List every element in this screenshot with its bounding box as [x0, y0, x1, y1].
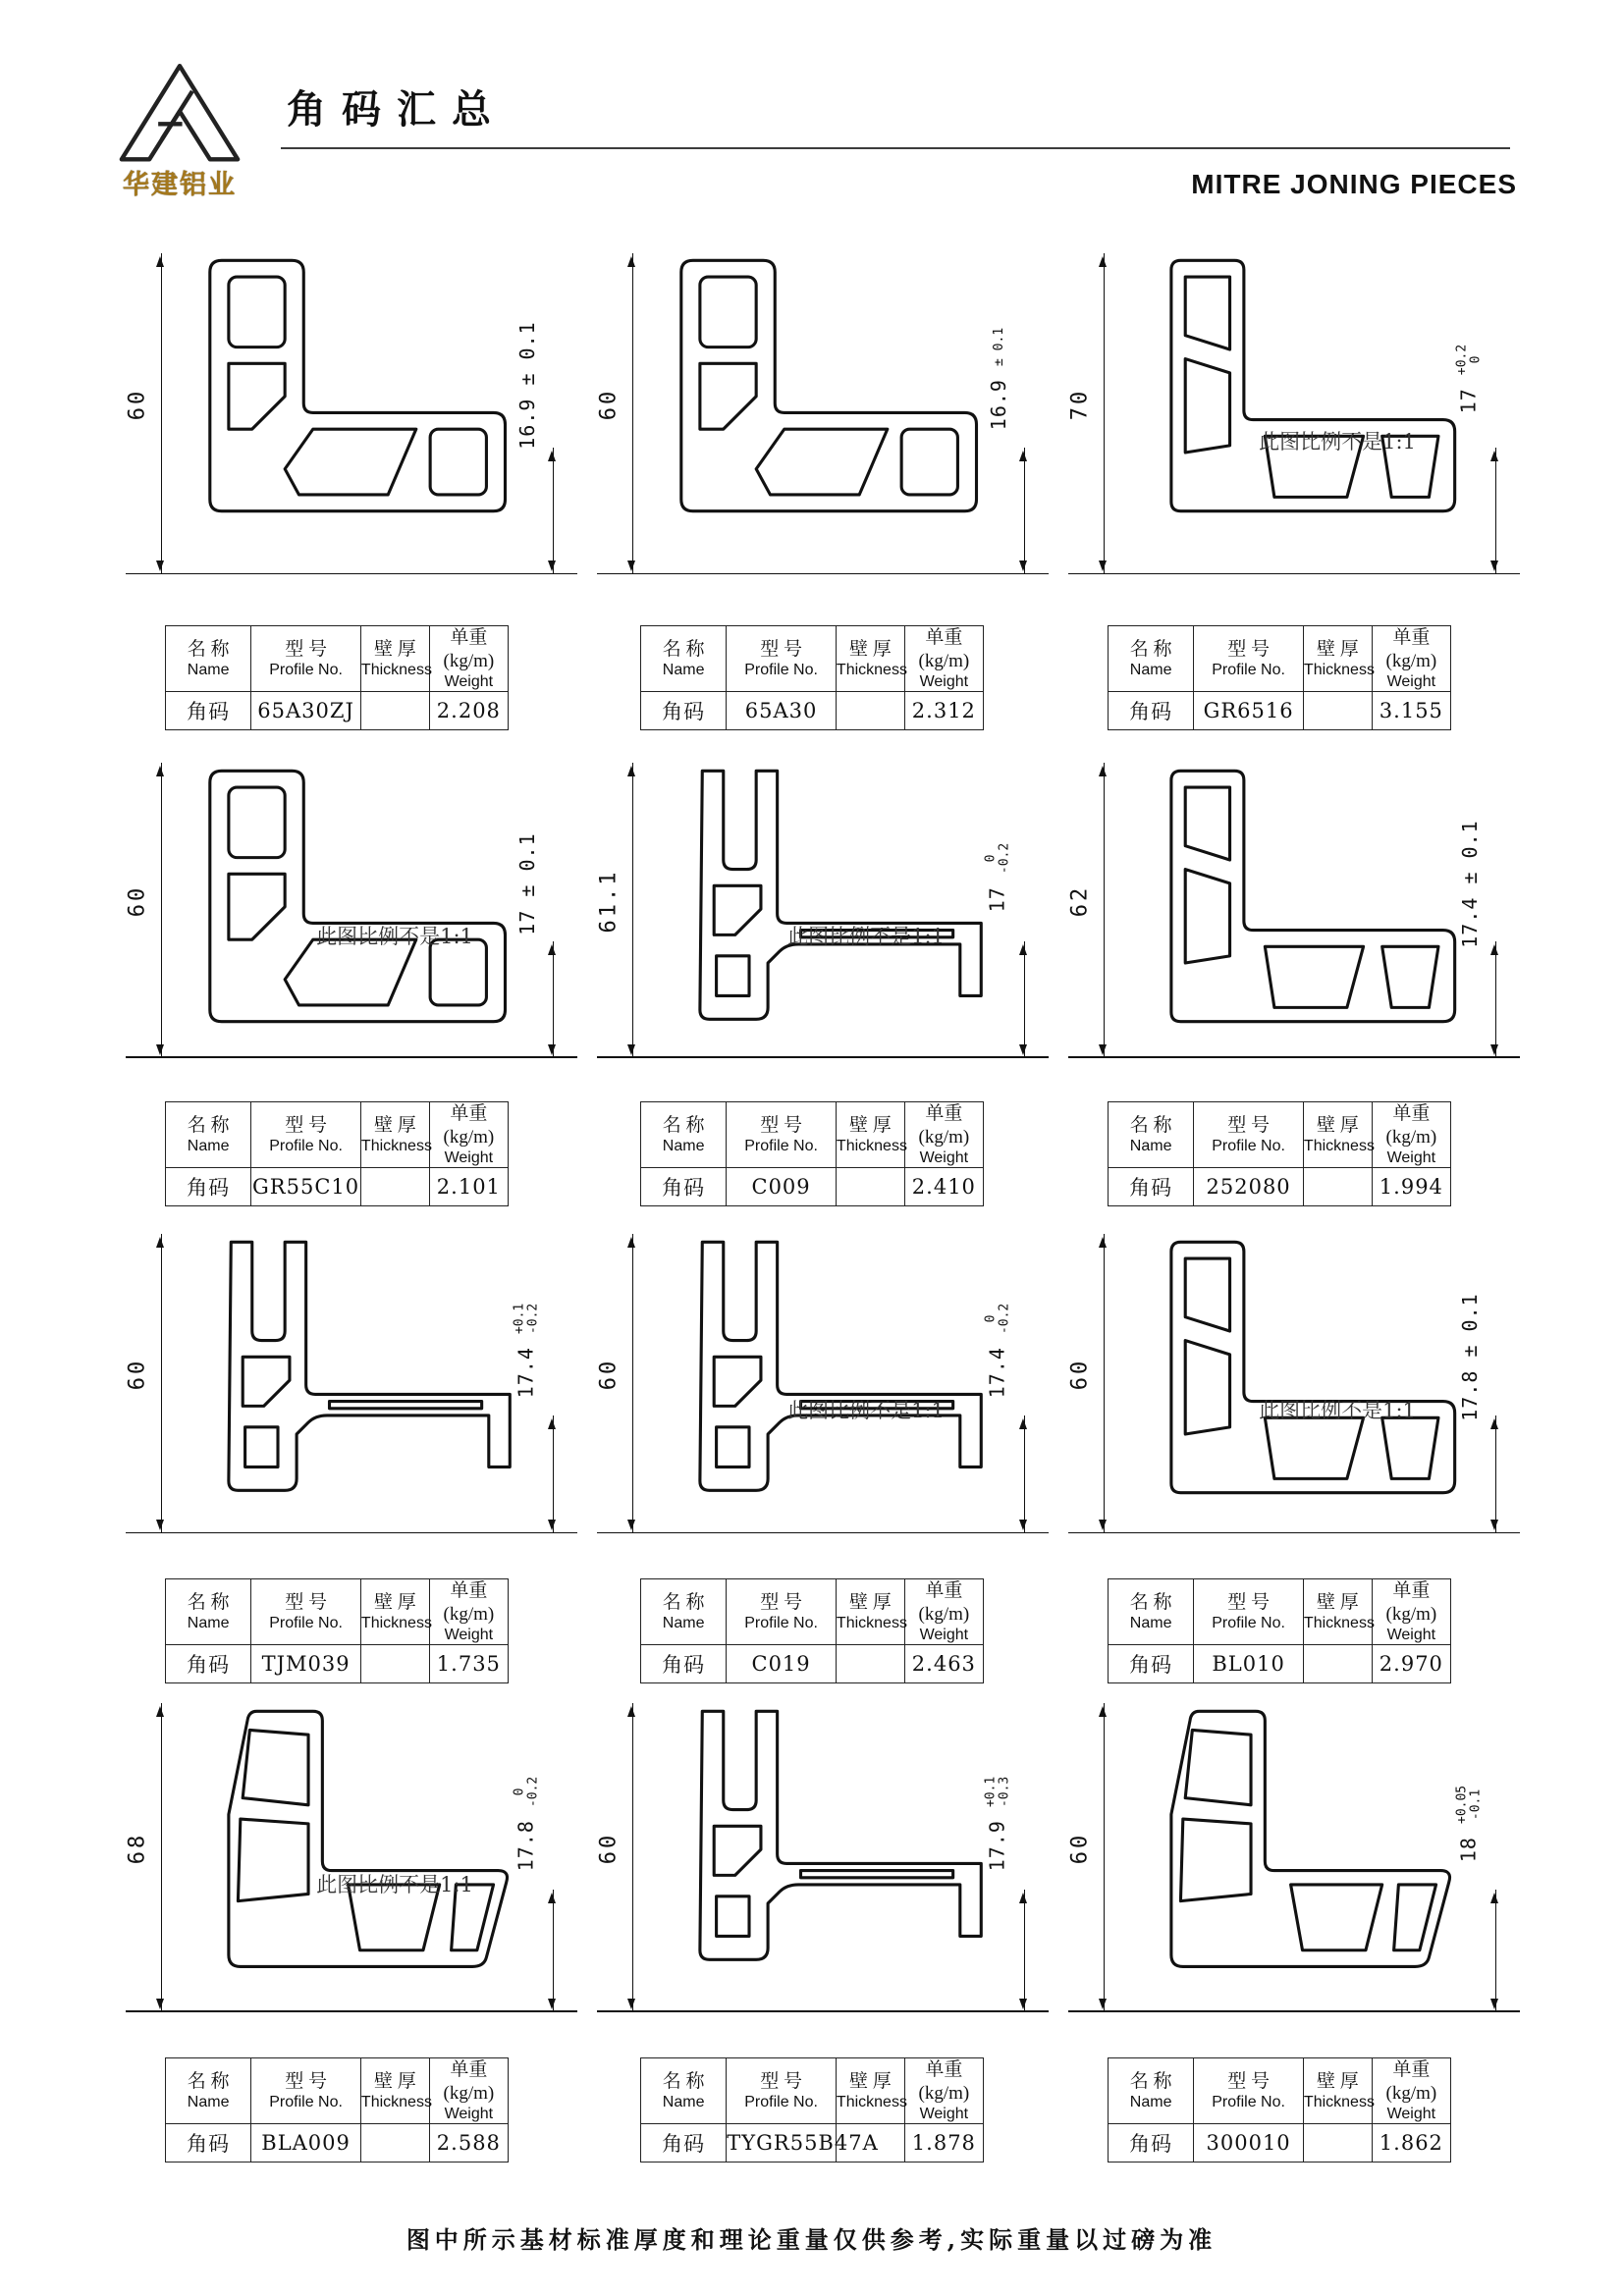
width-dim-line: [1024, 941, 1025, 1058]
profile-no-cell: 65A30ZJ: [251, 691, 361, 729]
profile-no-cell: 300010: [1194, 2123, 1304, 2162]
thickness-cell: [836, 1644, 904, 1682]
profile-drawing: [589, 1691, 1051, 2040]
header-weight: 单重(kg/m) Weight: [429, 626, 508, 692]
width-dim-line: [553, 448, 554, 575]
profile-cell: [118, 1222, 579, 1677]
company-logo: [106, 61, 253, 208]
thickness-cell: [1303, 2123, 1372, 2162]
height-dimension: 60: [596, 388, 622, 420]
header-weight: 单重(kg/m) Weight: [1372, 2058, 1450, 2124]
spec-table: [640, 625, 984, 730]
profile-cell: [1060, 1691, 1522, 2156]
profile-outline: [646, 1228, 998, 1509]
height-dim-line: [632, 253, 633, 574]
profile-cell: [589, 240, 1051, 723]
profile-no-cell: C019: [727, 1644, 837, 1682]
profile-cell: [1060, 751, 1522, 1200]
profile-drawing: [589, 1222, 1051, 1561]
header-weight: 单重(kg/m) Weight: [429, 2058, 508, 2124]
profile-drawing: [1060, 751, 1522, 1085]
height-dim-line: [632, 1234, 633, 1533]
dimension-baseline: [597, 1532, 1049, 1534]
height-dim-line: [161, 1234, 162, 1533]
header-thickness: 壁 厚 Thickness: [360, 1102, 429, 1168]
logo-triangle-icon: [116, 61, 243, 167]
profile-cell: [1060, 240, 1522, 723]
width-dim-line: [553, 1415, 554, 1534]
profile-outline: [175, 246, 526, 527]
profile-name-cell: 角码: [1109, 1167, 1194, 1205]
height-dimension: 70: [1067, 388, 1093, 420]
profile-name-cell: 角码: [1109, 2123, 1194, 2162]
dimension-baseline: [1068, 1056, 1520, 1058]
height-dim-line: [632, 1703, 633, 2011]
header-thickness: 壁 厚 Thickness: [1303, 1102, 1372, 1168]
header-name: 名 称 Name: [166, 626, 251, 692]
thickness-cell: [360, 1644, 429, 1682]
height-dim-line: [161, 763, 162, 1058]
profile-no-cell: GR6516: [1194, 691, 1304, 729]
height-dimension: 60: [596, 1359, 622, 1391]
header-name: 名 称 Name: [1109, 1579, 1194, 1645]
header-thickness: 壁 厚 Thickness: [1303, 626, 1372, 692]
thickness-cell: [360, 1167, 429, 1205]
scale-note: 此图比例不是1:1: [316, 1873, 473, 1897]
profile-name-cell: 角码: [166, 1644, 251, 1682]
thickness-cell: [360, 691, 429, 729]
profile-name-cell: 角码: [166, 1167, 251, 1205]
profile-outline: [175, 757, 526, 1038]
header-weight: 单重(kg/m) Weight: [904, 1102, 983, 1168]
height-dimension: 60: [125, 884, 150, 918]
height-dimension: 60: [1067, 1359, 1093, 1391]
header-name: 名 称 Name: [641, 626, 727, 692]
weight-cell: 3.155: [1372, 691, 1450, 729]
height-dim-line: [632, 763, 633, 1058]
spec-table: [640, 1101, 984, 1206]
profile-outline: [1117, 1228, 1469, 1509]
dimension-baseline: [597, 573, 1049, 575]
dimension-baseline: [597, 1056, 1049, 1058]
header-weight: 单重(kg/m) Weight: [1372, 1102, 1450, 1168]
profile-outline: [1117, 246, 1469, 527]
title-divider: [281, 147, 1510, 149]
header-profile-no: 型 号 Profile No.: [727, 626, 837, 692]
header-profile-no: 型 号 Profile No.: [1194, 2058, 1304, 2124]
height-dimension: 60: [125, 1359, 150, 1391]
profile-no-cell: BL010: [1194, 1644, 1304, 1682]
profile-cell: [118, 1691, 579, 2156]
header-profile-no: 型 号 Profile No.: [1194, 1102, 1304, 1168]
header-thickness: 壁 厚 Thickness: [360, 1579, 429, 1645]
width-dimension: 17 0 -0.2: [983, 842, 1012, 913]
height-dim-line: [1104, 763, 1105, 1058]
spec-table: [1108, 1578, 1451, 1683]
profile-name-cell: 角码: [641, 1167, 727, 1205]
header-profile-no: 型 号 Profile No.: [251, 2058, 361, 2124]
scale-note: 此图比例不是1:1: [1259, 1398, 1416, 1422]
width-dimension: 17.4 0 -0.2: [983, 1303, 1012, 1399]
profile-no-cell: BLA009: [251, 2123, 361, 2162]
dimension-baseline: [1068, 573, 1520, 575]
header-thickness: 壁 厚 Thickness: [836, 626, 904, 692]
profile-cell: [589, 751, 1051, 1200]
header-weight: 单重(kg/m) Weight: [904, 1579, 983, 1645]
width-dimension: 17.9 +0.1 -0.3: [983, 1776, 1012, 1872]
scale-note: 此图比例不是1:1: [316, 925, 473, 949]
weight-cell: 2.101: [429, 1167, 508, 1205]
width-dimension: 17.4 +0.1 -0.2: [512, 1303, 541, 1399]
width-dim-line: [1495, 448, 1496, 575]
profile-no-cell: 65A30: [727, 691, 837, 729]
profile-name-cell: 角码: [1109, 1644, 1194, 1682]
width-dimension: 18 +0.05 -0.1: [1454, 1785, 1484, 1863]
profile-drawing: [589, 751, 1051, 1085]
page-subtitle-en: MITRE JONING PIECES: [1191, 169, 1517, 199]
header-name: 名 称 Name: [641, 1579, 727, 1645]
spec-table: [165, 625, 509, 730]
height-dim-line: [1104, 253, 1105, 574]
profile-outline: [1117, 1697, 1469, 1978]
profile-name-cell: 角码: [641, 691, 727, 729]
profile-outline: [646, 246, 998, 527]
header-name: 名 称 Name: [1109, 1102, 1194, 1168]
header-profile-no: 型 号 Profile No.: [251, 1579, 361, 1645]
profile-outline: [175, 1228, 526, 1509]
width-dim-line: [553, 941, 554, 1058]
weight-cell: 1.878: [904, 2123, 983, 2162]
header-profile-no: 型 号 Profile No.: [1194, 626, 1304, 692]
dimension-baseline: [126, 573, 577, 575]
header-thickness: 壁 厚 Thickness: [1303, 2058, 1372, 2124]
thickness-cell: [1303, 1644, 1372, 1682]
profile-drawing: [118, 751, 579, 1085]
width-dim-line: [1495, 1890, 1496, 2011]
profile-drawing: [118, 1222, 579, 1561]
header-profile-no: 型 号 Profile No.: [727, 2058, 837, 2124]
weight-cell: 2.208: [429, 691, 508, 729]
header-weight: 单重(kg/m) Weight: [1372, 1579, 1450, 1645]
profile-drawing: [1060, 240, 1522, 604]
scale-note: 此图比例不是1:1: [787, 1398, 945, 1422]
footer-note: 图中所示基材标准厚度和理论重量仅供参考,实际重量以过磅为准: [406, 2225, 1217, 2254]
thickness-cell: [1303, 691, 1372, 729]
header-name: 名 称 Name: [1109, 2058, 1194, 2124]
width-dimension: 17 +0.2 0: [1454, 344, 1484, 413]
width-dim-line: [1495, 1415, 1496, 1534]
header-name: 名 称 Name: [166, 1579, 251, 1645]
profile-outline: [1117, 757, 1469, 1038]
dimension-baseline: [126, 1056, 577, 1058]
profile-outline: [646, 1697, 998, 1978]
header-thickness: 壁 厚 Thickness: [836, 2058, 904, 2124]
header-profile-no: 型 号 Profile No.: [1194, 1579, 1304, 1645]
dimension-baseline: [126, 2010, 577, 2012]
profile-name-cell: 角码: [641, 2123, 727, 2162]
spec-table: [1108, 1101, 1451, 1206]
profile-drawing: [118, 1691, 579, 2040]
spec-table: [1108, 2057, 1451, 2163]
dimension-baseline: [126, 1532, 577, 1534]
thickness-cell: [1303, 1167, 1372, 1205]
scale-note: 此图比例不是1:1: [1259, 429, 1416, 454]
spec-table: [165, 2057, 509, 2163]
header-profile-no: 型 号 Profile No.: [251, 1102, 361, 1168]
header-thickness: 壁 厚 Thickness: [1303, 1579, 1372, 1645]
weight-cell: 2.463: [904, 1644, 983, 1682]
header-name: 名 称 Name: [641, 2058, 727, 2124]
width-dim-line: [553, 1890, 554, 2011]
profile-no-cell: TYGR55B47A: [727, 2123, 837, 2162]
profile-drawing: [1060, 1222, 1522, 1561]
header-weight: 单重(kg/m) Weight: [1372, 626, 1450, 692]
profile-no-cell: GR55C10: [251, 1167, 361, 1205]
header-weight: 单重(kg/m) Weight: [904, 2058, 983, 2124]
height-dimension: 60: [125, 388, 150, 420]
width-dim-line: [1495, 941, 1496, 1058]
height-dim-line: [1104, 1703, 1105, 2011]
header-name: 名 称 Name: [166, 2058, 251, 2124]
profile-cell: [1060, 1222, 1522, 1677]
header-profile-no: 型 号 Profile No.: [727, 1579, 837, 1645]
width-dimension: 17 ± 0.1: [515, 832, 539, 935]
dimension-baseline: [1068, 1532, 1520, 1534]
profile-name-cell: 角码: [1109, 691, 1194, 729]
profile-no-cell: TJM039: [251, 1644, 361, 1682]
profile-name-cell: 角码: [641, 1644, 727, 1682]
width-dimension: 17.4 ± 0.1: [1458, 820, 1482, 948]
header-thickness: 壁 厚 Thickness: [836, 1579, 904, 1645]
width-dim-line: [1024, 448, 1025, 575]
profile-no-cell: C009: [727, 1167, 837, 1205]
header-weight: 单重(kg/m) Weight: [904, 626, 983, 692]
profile-drawing: [589, 240, 1051, 604]
weight-cell: 2.312: [904, 691, 983, 729]
weight-cell: 1.862: [1372, 2123, 1450, 2162]
spec-table: [640, 2057, 984, 2163]
weight-cell: 2.410: [904, 1167, 983, 1205]
profile-cell: [118, 240, 579, 723]
profile-drawing: [1060, 1691, 1522, 2040]
height-dimension: 62: [1067, 884, 1093, 918]
dimension-baseline: [597, 2010, 1049, 2012]
height-dim-line: [161, 253, 162, 574]
profile-no-cell: 252080: [1194, 1167, 1304, 1205]
header-thickness: 壁 厚 Thickness: [360, 626, 429, 692]
weight-cell: 2.970: [1372, 1644, 1450, 1682]
width-dim-line: [1024, 1415, 1025, 1534]
spec-table: [165, 1578, 509, 1683]
header-weight: 单重(kg/m) Weight: [429, 1579, 508, 1645]
logo-text: 华建铝业: [123, 170, 237, 200]
header-profile-no: 型 号 Profile No.: [727, 1102, 837, 1168]
thickness-cell: [836, 1167, 904, 1205]
profile-outline: [175, 1697, 526, 1978]
thickness-cell: [360, 2123, 429, 2162]
height-dim-line: [161, 1703, 162, 2011]
header-thickness: 壁 厚 Thickness: [360, 2058, 429, 2124]
width-dimension: 17.8 0 -0.2: [512, 1776, 541, 1872]
header-name: 名 称 Name: [166, 1102, 251, 1168]
spec-table: [1108, 625, 1451, 730]
weight-cell: 1.994: [1372, 1167, 1450, 1205]
spec-table: [640, 1578, 984, 1683]
profile-drawing: [118, 240, 579, 604]
profile-name-cell: 角码: [166, 2123, 251, 2162]
height-dimension: 60: [596, 1832, 622, 1864]
profile-cell: [589, 1691, 1051, 2156]
header-profile-no: 型 号 Profile No.: [251, 626, 361, 692]
header-name: 名 称 Name: [1109, 626, 1194, 692]
width-dim-line: [1024, 1890, 1025, 2011]
page-title: 角码汇总: [287, 86, 507, 133]
height-dimension: 68: [125, 1832, 150, 1864]
profile-outline: [646, 757, 998, 1038]
width-dimension: 17.8 ± 0.1: [1458, 1293, 1482, 1421]
width-dimension: 16.9 ± 0.1: [515, 320, 539, 450]
dimension-baseline: [1068, 2010, 1520, 2012]
header-weight: 单重(kg/m) Weight: [429, 1102, 508, 1168]
weight-cell: 2.588: [429, 2123, 508, 2162]
header-name: 名 称 Name: [641, 1102, 727, 1168]
thickness-cell: [836, 691, 904, 729]
width-dimension: 16.9 ± 0.1: [987, 327, 1010, 430]
height-dim-line: [1104, 1234, 1105, 1533]
height-dimension: 60: [1067, 1832, 1093, 1864]
profile-name-cell: 角码: [166, 691, 251, 729]
spec-table: [165, 1101, 509, 1206]
profile-cell: [118, 751, 579, 1200]
profile-cell: [589, 1222, 1051, 1677]
weight-cell: 1.735: [429, 1644, 508, 1682]
height-dimension: 61.1: [596, 869, 622, 934]
scale-note: 此图比例不是1:1: [787, 925, 945, 949]
header-thickness: 壁 厚 Thickness: [836, 1102, 904, 1168]
